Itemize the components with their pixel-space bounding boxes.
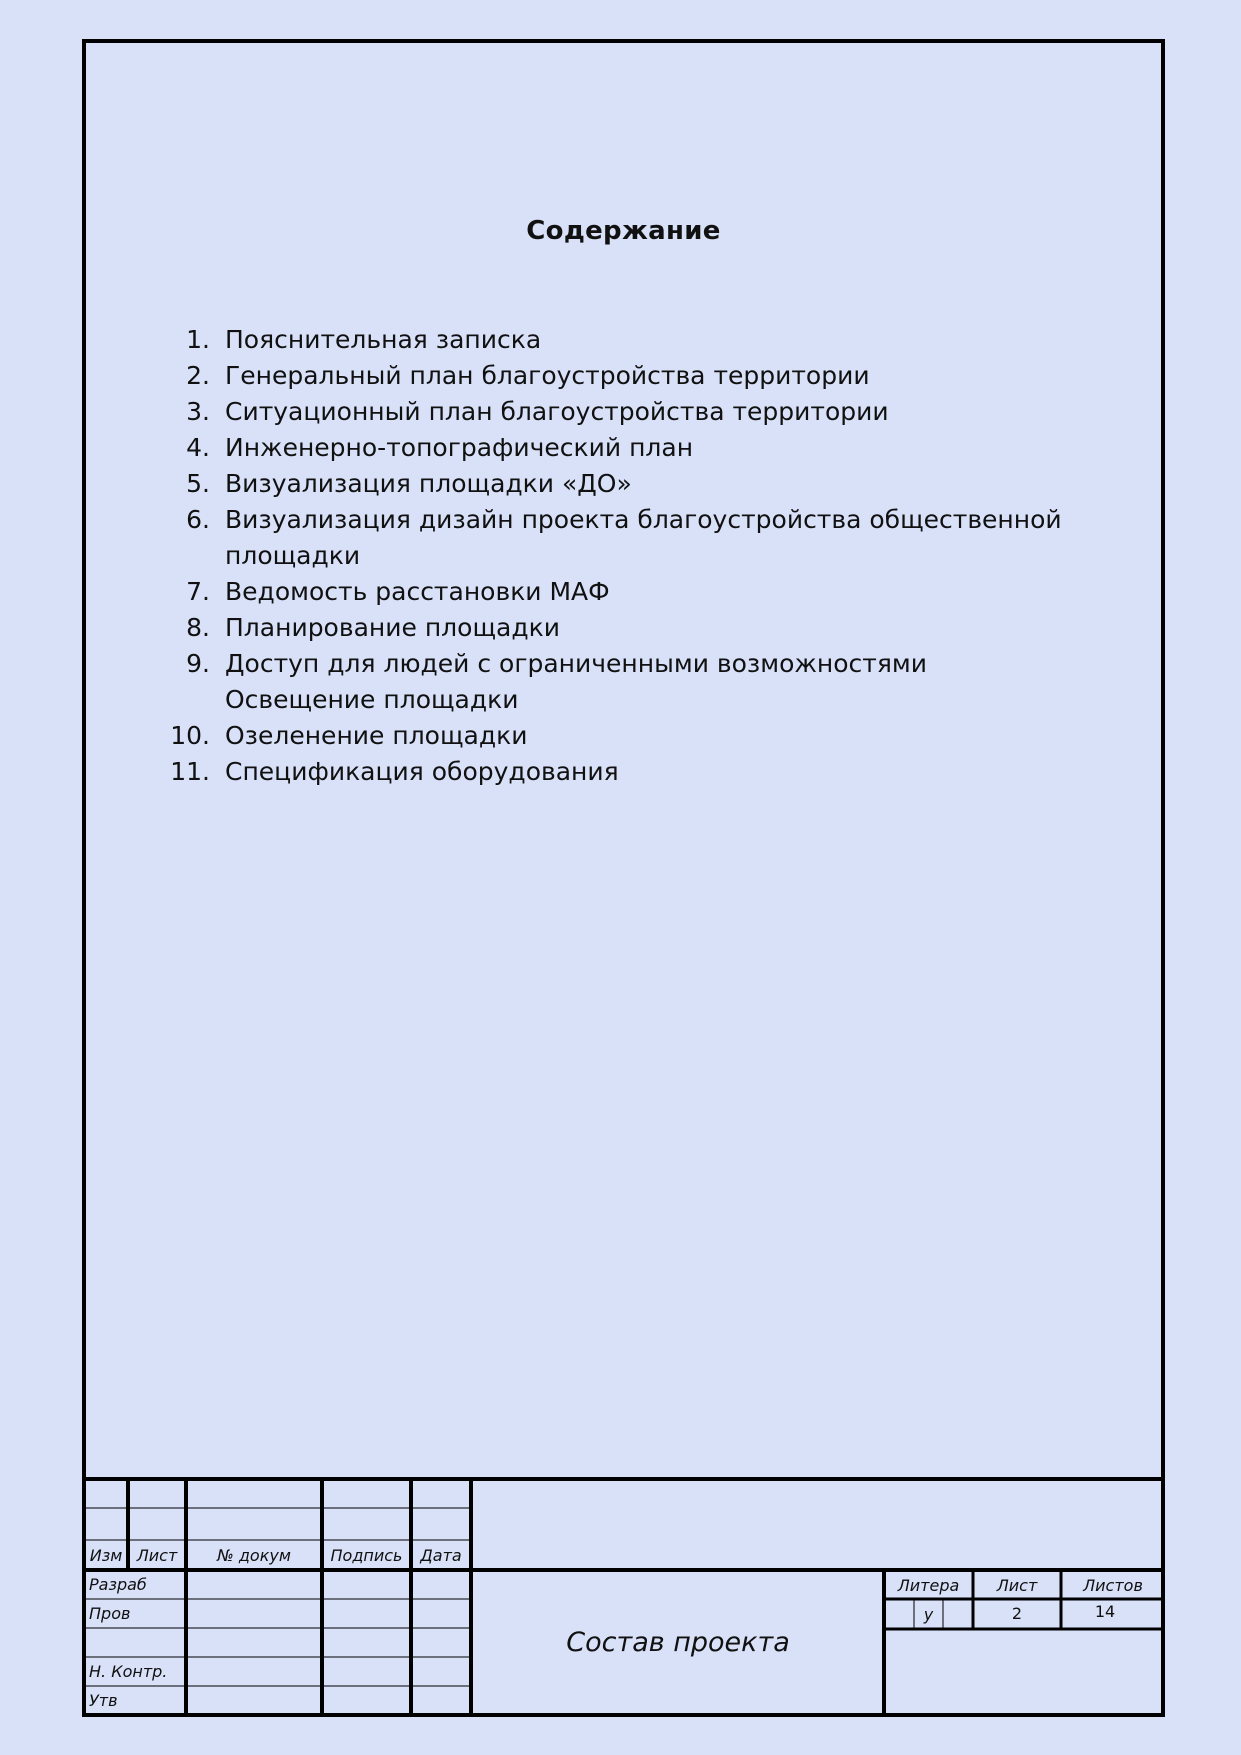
stamp-doc-number-label: № докум: [217, 1546, 291, 1565]
stamp-sheet-label: Лист: [996, 1576, 1038, 1595]
toc-item-text: Спецификация оборудования: [225, 757, 619, 786]
toc-item-text: Визуализация дизайн проекта благоустройства общественной площадки: [225, 505, 1062, 570]
stamp-litera-label: Литера: [897, 1576, 960, 1595]
toc-item-text: Планирование площадки: [225, 613, 560, 642]
stamp-norm-control-label: Н. Контр.: [89, 1662, 168, 1681]
stamp-checked-label: Пров: [89, 1604, 131, 1623]
toc-item-number: 9.: [186, 649, 210, 678]
stamp-date-label: Дата: [420, 1546, 462, 1565]
toc-item-number: 6.: [186, 505, 210, 534]
toc-item-number: 2.: [186, 361, 210, 390]
toc-item-text: Инженерно-топографический план: [225, 433, 694, 462]
toc-item-text: Генеральный план благоустройства территории: [225, 361, 870, 390]
toc-item-text: Пояснительная записка: [225, 325, 542, 354]
toc-item-number: 10.: [170, 721, 210, 750]
toc-item-text: Визуализация площадки «ДО»: [225, 469, 632, 498]
toc-item-number: 8.: [186, 613, 210, 642]
stamp-sheets-label: Листов: [1083, 1576, 1143, 1595]
stamp-izm-label: Изм: [89, 1546, 123, 1565]
stamp-sheets-value: 14: [1094, 1602, 1116, 1621]
stamp-list-label: Лист: [136, 1546, 178, 1565]
toc-item-number: 4.: [186, 433, 210, 462]
page-title: Содержание: [526, 216, 721, 246]
toc-item-text: Озеленение площадки: [225, 721, 528, 750]
toc-item-number: 3.: [186, 397, 210, 426]
stamp-signature-label: Подпись: [330, 1546, 403, 1565]
toc-item-text: Ситуационный план благоустройства территории: [225, 397, 889, 426]
toc-item-number: 5.: [186, 469, 210, 498]
stamp-document-name: Состав проекта: [566, 1627, 790, 1658]
toc-item-number: 1.: [186, 325, 210, 354]
toc-item-text: Ведомость расстановки МАФ: [225, 577, 610, 606]
toc-item-number: 11.: [170, 757, 210, 786]
toc-item-text: Доступ для людей с ограниченными возможностями Освещение площадки: [225, 649, 927, 714]
stamp-litera-value: у: [923, 1605, 934, 1624]
stamp-sheet-value: 2: [1011, 1604, 1023, 1623]
stamp-approved-label: Утв: [89, 1691, 118, 1710]
stamp-developed-label: Разраб: [89, 1575, 147, 1594]
toc-item-number: 7.: [186, 577, 210, 606]
